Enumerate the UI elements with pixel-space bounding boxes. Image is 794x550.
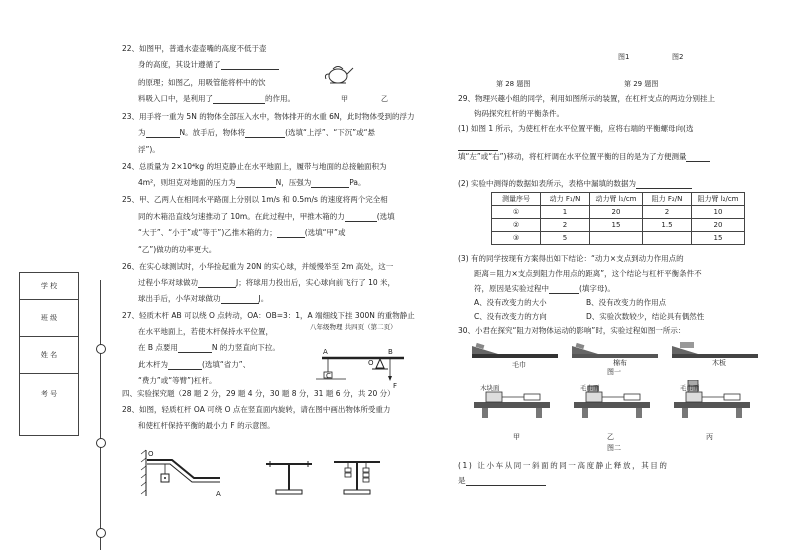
q27-label-c: C <box>326 372 331 380</box>
q30-figure1-caption: 图一 <box>607 368 621 376</box>
binding-line <box>100 280 101 550</box>
q29-figure2-lever <box>330 456 384 498</box>
q25-line2: 同的木箱沿直线匀速推动了 10m。在此过程中，甲推木箱的力 (选填 <box>138 212 395 221</box>
q30-figure2-caption: 图二 <box>607 444 621 452</box>
table-cell: 20 <box>590 206 643 219</box>
q30-figure2-setups <box>472 380 762 426</box>
q27-label-b: B <box>388 348 393 356</box>
table-cell: ③ <box>492 232 541 245</box>
setup-label-wood: 木块面 <box>480 384 500 392</box>
q27-label-o: O <box>368 359 374 367</box>
figure2-caption: 图2 <box>672 53 684 61</box>
q26-line2: 过程小华对球做功 J；将球用力投出后，实心球向前飞行了 10 米， <box>138 278 396 287</box>
student-info-box <box>19 272 79 436</box>
table-cell: 5 <box>541 232 590 245</box>
binding-hole <box>96 344 106 354</box>
q28-label-o: O <box>148 450 154 458</box>
q26-line3: 球出手后，小华对球做功 J。 <box>138 294 269 303</box>
q23-blank1[interactable] <box>146 129 180 138</box>
q29-blank4[interactable] <box>549 285 579 294</box>
table-cell: 20 <box>692 219 745 232</box>
table-cell: 1.5 <box>643 219 692 232</box>
q24-line1: 24、总质量为 2×10⁴kg 的坦克静止在水平地面上，履带与地面的总接触面积为 <box>122 162 387 171</box>
q22-caption-b: 乙 <box>381 95 388 103</box>
q29-option-b: B、没有改变力的作用点 <box>586 298 667 307</box>
q27-line4: 此木杆为 (选填“省力”、 <box>138 360 251 369</box>
q29-figure-caption: 第 29 题图 <box>624 80 659 88</box>
surface-label-wood: 木板 <box>712 359 726 367</box>
q26-line1: 26、在实心球测试时，小华捡起重为 20N 的实心球，并缓慢举至 2m 高处，这一 <box>122 262 394 271</box>
q30-blank1[interactable] <box>466 477 546 486</box>
table-cell: 15 <box>692 232 745 245</box>
q23-line2: 为 N。放手后，物体将 (选填“上浮”、“下沉”或“悬 <box>138 128 375 137</box>
q26-blank2[interactable] <box>221 295 259 304</box>
q27-line1: 27、轻质木杆 AB 可以绕 O 点转动，OA：OB=3：1，A 端细线下挂 300N 的重物静止 <box>122 311 415 320</box>
q27-line3: 在 B 点要用 N 的力竖直向下拉。 <box>138 343 280 352</box>
q30-setup-caption-c: 丙 <box>706 433 713 441</box>
q28-line1: 28、如图，轻质杠杆 OA 可绕 O 点在竖直面内旋转，请在图中画出物体所受重力 <box>122 405 391 414</box>
q23-blank2[interactable] <box>245 129 285 138</box>
q30-sub1-line2: 是 <box>458 476 546 486</box>
table-header-cell: 测量序号 <box>492 193 541 206</box>
q28-line2: 和使杠杆保持平衡的最小力 F 的示意图。 <box>138 421 275 430</box>
q29-data-table <box>491 192 745 245</box>
q22-line3: 的原理；如图乙，用吸管能将杯中的饮 <box>138 78 266 87</box>
q30-line1: 30、小君在探究“阻力对物体运动的影响”时，实验过程如图一所示： <box>458 326 686 335</box>
q22-line4: 料吸入口中，是利用了 的作用。 <box>138 94 295 103</box>
table-header-cell: 动力臂 l₁/cm <box>590 193 643 206</box>
surface-label-towel: 毛巾 <box>512 361 526 369</box>
table-header-row <box>492 193 745 206</box>
table-cell <box>590 232 643 245</box>
q25-line1: 25、甲、乙两人在相同水平路面上分别以 1m/s 和 0.5m/s 的速度将两个完全相 <box>122 195 388 204</box>
q23-line1: 23、用手将一重为 5N 的物体全部压入水中，物体排开的水重 6N，此时物体受到的浮力 <box>122 112 415 121</box>
q29-option-a: A、没有改变力的大小 <box>474 298 547 307</box>
setup-label-towel2: 毛巾面 <box>680 384 700 392</box>
q29-line6a: (3) 有的同学按现有方案得出如下结论：“动力×支点到动力作用点的 <box>458 254 684 263</box>
binding-hole <box>96 528 106 538</box>
table-cell: 10 <box>692 206 745 219</box>
q24-blank1[interactable] <box>236 179 276 188</box>
page-footer: 八年级物理 共四页（第二页） <box>310 323 397 331</box>
section4-title: 四、实验探究题（28 题 2 分，29 题 4 分，30 题 8 分，31 题 6 分，共 20 分） <box>122 389 395 398</box>
table-row <box>492 219 745 232</box>
q28-label-a: A <box>216 490 221 498</box>
q23-line3: 浮”)。 <box>138 145 160 154</box>
kettle-illustration <box>324 62 354 86</box>
binding-hole <box>96 438 106 448</box>
q29-line1: 29、物理兴趣小组的同学，利用如图所示的装置，在杠杆支点的两边分别挂上 <box>458 94 716 103</box>
q30-setup-caption-a: 甲 <box>513 433 520 441</box>
table-row <box>492 206 745 219</box>
table-header-cell: 阻力臂 l₂/cm <box>692 193 745 206</box>
q29-line6c: 符，原因是实验过程中 (填字母)。 <box>474 284 615 293</box>
table-cell: 1 <box>541 206 590 219</box>
q24-blank2[interactable] <box>311 179 349 188</box>
figure1-caption: 图1 <box>618 53 630 61</box>
q26-blank1[interactable] <box>198 279 236 288</box>
surface-label-cotton: 棉布 <box>613 359 627 367</box>
q24-line2: 4m²，则坦克对地面的压力为 N，压强为 Pa。 <box>138 178 366 187</box>
q25-blank1[interactable] <box>345 213 377 222</box>
q30-setup-caption-b: 乙 <box>607 433 614 441</box>
q22-line2: 身的高度，其设计遵循了 <box>138 60 279 70</box>
q29-option-d: D、实验次数较少，结论具有偶然性 <box>586 312 705 321</box>
q22-blank2[interactable] <box>213 95 265 104</box>
q29-blank1[interactable] <box>458 142 498 151</box>
q29-blank-row <box>458 141 498 151</box>
q27-line5: “费力”或“等臂”)杠杆。 <box>138 376 217 385</box>
q27-line2: 在水平地面上，若使木杆保持水平位置， <box>138 327 273 336</box>
q27-label-f: F <box>393 382 398 390</box>
q25-line4: “乙”)做功的功率更大。 <box>138 245 217 254</box>
q27-blank1[interactable] <box>178 344 212 353</box>
q29-line2: 钩码探究杠杆的平衡条件。 <box>474 109 564 118</box>
q22-line1: 22、如图甲，普通水壶壶嘴的高度不低于壶 <box>122 44 267 53</box>
table-cell: ① <box>492 206 541 219</box>
class-label: 班 级 <box>20 300 78 337</box>
q29-option-c: C、没有改变力的方向 <box>474 312 547 321</box>
q22-caption-a: 甲 <box>341 95 348 103</box>
q29-blank2[interactable] <box>686 153 710 162</box>
table-cell: 2 <box>541 219 590 232</box>
q29-line6b: 距离＝阻力×支点到阻力作用点的距离”，这个结论与杠杆平衡条件不 <box>474 269 702 278</box>
table-cell <box>643 232 692 245</box>
exam-number-label: 考 号 <box>40 390 58 399</box>
q22-blank1[interactable] <box>221 61 279 70</box>
table-cell: 2 <box>643 206 692 219</box>
q29-line5: (2) 实验中测得的数据如表所示，表格中漏填的数据为 <box>458 179 692 189</box>
q27-label-a: A <box>323 348 328 356</box>
q30-sub1-line1: (1) 让小车从同一斜面的同一高度静止释放，其目的 <box>458 461 669 470</box>
q25-line3: “大于”、“小于”或“等于”)乙推木箱的力； (选填“甲”或 <box>138 228 346 237</box>
table-cell: 15 <box>590 219 643 232</box>
q28-figure-caption: 第 28 题图 <box>496 80 531 88</box>
school-label: 学 校 <box>20 273 78 300</box>
q29-blank3[interactable] <box>636 180 692 189</box>
setup-label-towel1: 毛巾面 <box>580 384 600 392</box>
q29-figure1-lever <box>262 458 316 498</box>
q27-blank2[interactable] <box>168 361 202 370</box>
table-header-cell: 阻力 F₂/N <box>643 193 692 206</box>
table-header-cell: 动力 F₁/N <box>541 193 590 206</box>
q25-blank2[interactable] <box>277 229 305 238</box>
table-row <box>492 232 745 245</box>
q27-lever-diagram <box>316 346 410 386</box>
q29-line4: 填“左”或“右”)移动，将杠杆调在水平位置平衡的目的是为了方便测量 <box>458 152 710 162</box>
table-cell: ② <box>492 219 541 232</box>
name-label: 姓 名 <box>20 337 78 374</box>
q29-line3: (1) 如图 1 所示，为使杠杆在水平位置平衡，应将右端的平衡螺母向(选 <box>458 124 694 133</box>
